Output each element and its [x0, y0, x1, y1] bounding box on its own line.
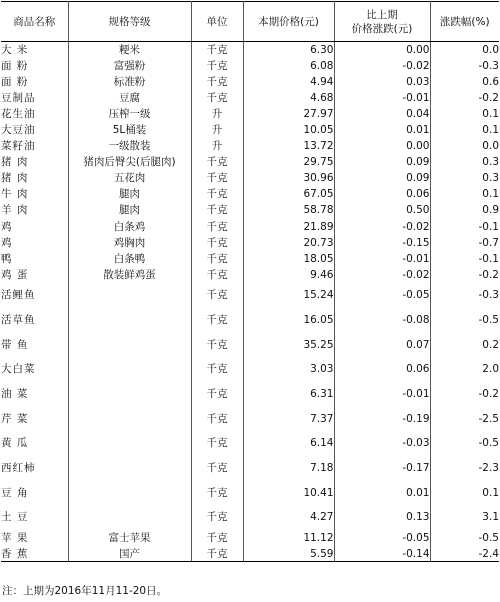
cell-pct: -0.2: [430, 267, 499, 283]
cell-name: 香 蕉: [1, 546, 68, 562]
cell-price: 6.31: [243, 382, 334, 407]
cell-change: 0.09: [334, 170, 430, 186]
cell-change: -0.17: [334, 456, 430, 481]
cell-unit: 千克: [191, 505, 243, 530]
cell-change: 0.07: [334, 332, 430, 357]
cell-unit: 千克: [191, 235, 243, 251]
table-row: [1, 505, 499, 530]
cell-pct: -0.2: [430, 90, 499, 106]
table-row: [1, 251, 499, 267]
cell-change: -0.01: [334, 90, 430, 106]
cell-price: 29.75: [243, 154, 334, 170]
cell-pct: -2.5: [430, 406, 499, 431]
cell-price: 20.73: [243, 235, 334, 251]
cell-pct: -2.3: [430, 456, 499, 481]
cell-price: 6.08: [243, 58, 334, 74]
table-row: [1, 332, 499, 357]
cell-pct: -0.5: [430, 431, 499, 456]
cell-unit: 千克: [191, 546, 243, 562]
cell-change: 0.01: [334, 122, 430, 138]
cell-spec: [68, 505, 191, 530]
header-change-line2: 价格涨跌(元): [351, 22, 413, 35]
table-row: [1, 431, 499, 456]
cell-unit: 千克: [191, 74, 243, 90]
cell-pct: 0.1: [430, 480, 499, 505]
cell-unit: 千克: [191, 58, 243, 74]
table-row: [1, 406, 499, 431]
cell-name: 鸡: [1, 235, 68, 251]
cell-unit: 千克: [191, 42, 243, 58]
cell-price: 10.05: [243, 122, 334, 138]
cell-name: 黄 瓜: [1, 431, 68, 456]
cell-price: 18.05: [243, 251, 334, 267]
cell-spec: 白条鸭: [68, 251, 191, 267]
cell-change: 0.13: [334, 505, 430, 530]
cell-name: 鸭: [1, 251, 68, 267]
header-spec: 规格等级: [68, 2, 191, 42]
cell-unit: 千克: [191, 480, 243, 505]
cell-spec: [68, 406, 191, 431]
table-row: [1, 546, 499, 562]
cell-spec: [68, 332, 191, 357]
cell-spec: 腿肉: [68, 186, 191, 202]
cell-spec: [68, 480, 191, 505]
cell-unit: 升: [191, 106, 243, 122]
cell-spec: 5L桶装: [68, 122, 191, 138]
cell-name: 牛 肉: [1, 186, 68, 202]
cell-unit: 升: [191, 122, 243, 138]
cell-change: 0.01: [334, 480, 430, 505]
cell-change: 0.04: [334, 106, 430, 122]
cell-pct: 3.1: [430, 505, 499, 530]
cell-change: -0.05: [334, 283, 430, 308]
cell-pct: 0.3: [430, 154, 499, 170]
cell-unit: 千克: [191, 332, 243, 357]
cell-pct: 0.0: [430, 42, 499, 58]
cell-price: 5.59: [243, 546, 334, 562]
cell-pct: -0.1: [430, 219, 499, 235]
cell-spec: 标准粉: [68, 74, 191, 90]
header-pct: 涨跌幅(%): [430, 2, 499, 42]
header-row: [1, 2, 499, 42]
price-table: [1, 1, 499, 562]
cell-unit: 千克: [191, 357, 243, 382]
cell-spec: 腿肉: [68, 202, 191, 218]
cell-change: -0.15: [334, 235, 430, 251]
cell-change: 0.03: [334, 74, 430, 90]
header-name: 商品名称: [1, 2, 68, 42]
cell-pct: -0.5: [430, 308, 499, 333]
cell-pct: 0.6: [430, 74, 499, 90]
cell-name: 猪 肉: [1, 154, 68, 170]
cell-spec: [68, 283, 191, 308]
cell-spec: [68, 382, 191, 407]
cell-name: 大 米: [1, 42, 68, 58]
cell-price: 11.12: [243, 530, 334, 546]
cell-name: 土 豆: [1, 505, 68, 530]
cell-spec: 散装鲜鸡蛋: [68, 267, 191, 283]
header-price: 本期价格(元): [243, 2, 334, 42]
cell-price: 35.25: [243, 332, 334, 357]
cell-change: 0.06: [334, 186, 430, 202]
cell-unit: 千克: [191, 90, 243, 106]
cell-name: 羊 肉: [1, 202, 68, 218]
cell-name: 猪 肉: [1, 170, 68, 186]
cell-spec: [68, 357, 191, 382]
cell-pct: 0.3: [430, 170, 499, 186]
table-row: [1, 106, 499, 122]
table-row: [1, 154, 499, 170]
cell-change: 0.00: [334, 42, 430, 58]
table-row: [1, 42, 499, 58]
cell-unit: 千克: [191, 308, 243, 333]
cell-price: 16.05: [243, 308, 334, 333]
cell-unit: 千克: [191, 456, 243, 481]
table-row: [1, 219, 499, 235]
cell-spec: [68, 456, 191, 481]
cell-price: 6.30: [243, 42, 334, 58]
cell-price: 21.89: [243, 219, 334, 235]
cell-name: 面 粉: [1, 58, 68, 74]
cell-name: 活鲤鱼: [1, 283, 68, 308]
cell-price: 3.03: [243, 357, 334, 382]
cell-pct: -0.1: [430, 251, 499, 267]
cell-name: 菜籽油: [1, 138, 68, 154]
cell-pct: -0.3: [430, 283, 499, 308]
cell-spec: [68, 431, 191, 456]
cell-change: -0.19: [334, 406, 430, 431]
cell-price: 7.18: [243, 456, 334, 481]
table-row: [1, 382, 499, 407]
cell-unit: 升: [191, 138, 243, 154]
cell-name: 豆制品: [1, 90, 68, 106]
cell-name: 西红柿: [1, 456, 68, 481]
cell-spec: 猪肉后臀尖(后腿肉): [68, 154, 191, 170]
cell-price: 27.97: [243, 106, 334, 122]
cell-unit: 千克: [191, 431, 243, 456]
table-row: [1, 170, 499, 186]
cell-change: -0.03: [334, 431, 430, 456]
cell-name: 面 粉: [1, 74, 68, 90]
cell-change: -0.01: [334, 251, 430, 267]
cell-price: 4.68: [243, 90, 334, 106]
cell-change: -0.02: [334, 219, 430, 235]
cell-change: 0.50: [334, 202, 430, 218]
cell-name: 油 菜: [1, 382, 68, 407]
table-row: [1, 267, 499, 283]
cell-pct: 0.9: [430, 202, 499, 218]
cell-change: -0.08: [334, 308, 430, 333]
table-row: [1, 58, 499, 74]
cell-unit: 千克: [191, 283, 243, 308]
cell-price: 4.94: [243, 74, 334, 90]
cell-price: 9.46: [243, 267, 334, 283]
table-row: [1, 357, 499, 382]
cell-pct: 2.0: [430, 357, 499, 382]
cell-unit: 千克: [191, 170, 243, 186]
cell-name: 带 鱼: [1, 332, 68, 357]
cell-spec: 粳米: [68, 42, 191, 58]
cell-pct: 0.1: [430, 106, 499, 122]
cell-name: 鸡 蛋: [1, 267, 68, 283]
cell-unit: 千克: [191, 530, 243, 546]
table-row: [1, 186, 499, 202]
footnote: 注：上期为2016年11月11-20日。: [2, 585, 168, 597]
cell-change: 0.09: [334, 154, 430, 170]
cell-name: 豆 角: [1, 480, 68, 505]
table-row: [1, 202, 499, 218]
cell-name: 大白菜: [1, 357, 68, 382]
header-change-line1: 比上期: [366, 8, 398, 21]
cell-pct: -0.5: [430, 530, 499, 546]
header-unit: 单位: [191, 2, 243, 42]
cell-change: -0.14: [334, 546, 430, 562]
cell-price: 67.05: [243, 186, 334, 202]
cell-unit: 千克: [191, 406, 243, 431]
table-row: [1, 530, 499, 546]
table-row: [1, 122, 499, 138]
table-row: [1, 235, 499, 251]
cell-spec: 五花肉: [68, 170, 191, 186]
cell-unit: 千克: [191, 382, 243, 407]
table-body: [1, 42, 499, 562]
cell-name: 活草鱼: [1, 308, 68, 333]
cell-pct: -2.4: [430, 546, 499, 562]
cell-unit: 千克: [191, 251, 243, 267]
cell-pct: -0.7: [430, 235, 499, 251]
cell-price: 15.24: [243, 283, 334, 308]
table-row: [1, 283, 499, 308]
cell-unit: 千克: [191, 267, 243, 283]
table-row: [1, 456, 499, 481]
cell-change: -0.05: [334, 530, 430, 546]
cell-change: 0.00: [334, 138, 430, 154]
cell-pct: 0.1: [430, 186, 499, 202]
cell-name: 大豆油: [1, 122, 68, 138]
cell-unit: 千克: [191, 219, 243, 235]
cell-name: 花生油: [1, 106, 68, 122]
header-change: [334, 2, 430, 42]
cell-spec: 压榨一级: [68, 106, 191, 122]
cell-spec: 富强粉: [68, 58, 191, 74]
cell-pct: 0.1: [430, 122, 499, 138]
table-row: [1, 138, 499, 154]
table-row: [1, 308, 499, 333]
cell-unit: 千克: [191, 154, 243, 170]
cell-spec: 一级散装: [68, 138, 191, 154]
cell-pct: 0.2: [430, 332, 499, 357]
cell-change: -0.01: [334, 382, 430, 407]
cell-spec: 豆腐: [68, 90, 191, 106]
cell-name: 苹 果: [1, 530, 68, 546]
cell-change: 0.06: [334, 357, 430, 382]
cell-pct: -0.3: [430, 58, 499, 74]
cell-name: 芹 菜: [1, 406, 68, 431]
cell-pct: -0.2: [430, 382, 499, 407]
cell-pct: 0.0: [430, 138, 499, 154]
cell-unit: 千克: [191, 202, 243, 218]
cell-price: 7.37: [243, 406, 334, 431]
cell-price: 30.96: [243, 170, 334, 186]
cell-price: 4.27: [243, 505, 334, 530]
cell-name: 鸡: [1, 219, 68, 235]
cell-price: 10.41: [243, 480, 334, 505]
cell-spec: 国产: [68, 546, 191, 562]
table-row: [1, 74, 499, 90]
cell-price: 58.78: [243, 202, 334, 218]
cell-change: -0.02: [334, 58, 430, 74]
cell-unit: 千克: [191, 186, 243, 202]
table-row: [1, 480, 499, 505]
cell-spec: [68, 308, 191, 333]
cell-change: -0.02: [334, 267, 430, 283]
cell-price: 13.72: [243, 138, 334, 154]
cell-spec: 富士苹果: [68, 530, 191, 546]
cell-spec: 白条鸡: [68, 219, 191, 235]
cell-price: 6.14: [243, 431, 334, 456]
cell-spec: 鸡胸肉: [68, 235, 191, 251]
table-row: [1, 90, 499, 106]
